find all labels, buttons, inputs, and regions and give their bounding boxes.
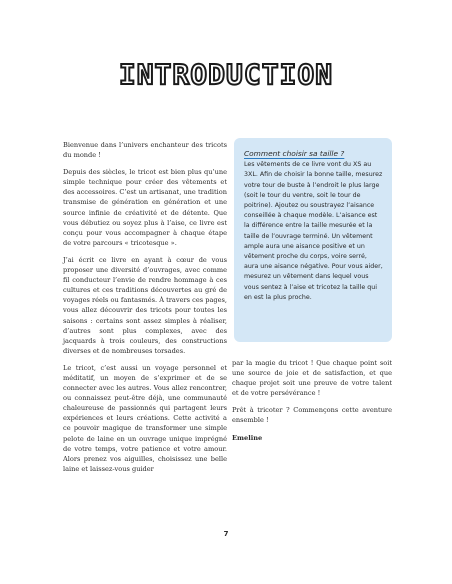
paragraph-magic: par la magie du tricot ! Que chaque point soit une source de joie et de satisfaction, et que chaque projet soit une preuve de votre talent et de votre persévérance !: [232, 359, 392, 398]
author-signature: Emeline: [232, 433, 263, 442]
page-title: INTRODUCTION: [118, 58, 334, 91]
paragraph-ready: Prêt à tricoter ? Commençons cette aventure ensemble !: [232, 406, 392, 425]
page-number: 7: [223, 530, 229, 538]
sidebar-title: Comment choisir sa taille ?: [244, 149, 345, 158]
paragraph-journey: Le tricot, c’est aussi un voyage personnel et méditatif, un moyen de s’exprimer et de se connecter avec les autres. Vous allez rencontrer, ou connaissez peut-être déjà, une communauté chaleureuse de passionnés qui partagent leurs expériences et leurs créations. Cette activité a ce pouvoir magique de transformer une simple pelote de laine en un ouvrage unique imprégné de votre temps, votre patience et votre amour. Alors prenez vos aiguilles, choisissez une belle laine et laissez-vous guider: [63, 363, 227, 473]
size-guide-sidebar: [234, 138, 392, 342]
left-text-column: [63, 140, 227, 481]
paragraph-welcome: Bienvenue dans l’univers enchanteur des tricots du monde !: [63, 141, 227, 160]
sidebar-body: Les vêtements de ce livre vont du XS au 3XL. Afin de choisir la bonne taille, mesurez votre tour de buste à l’endroit le plus large (soit le tour du ventre, soit le tour de poitrine). Ajoutez ou soustrayez l’aisance conseillée à chaque modèle. L’aisance est la différence entre la taille mesurée et la taille de l’ouvrage terminé. Un vêtement ample aura une aisance positive et un vêtement proche du corps, voire serré, aura une aisance négative. Pour vous aider, mesurez un vêtement dans lequel vous vous sentez à l’aise et tricotez la taille qui en est la plus proche.: [244, 161, 383, 301]
right-text-column: [232, 358, 392, 450]
paragraph-book-purpose: J’ai écrit ce livre en ayant à cœur de vous proposer une diversité d’ouvrages, avec comme fil conducteur l’envie de rendre hommage à ces cultures et ces traditions découvertes au gré de voyages réels ou fantasmés. À travers ces pages, vous allez découvrir des tricots pour toutes les saisons : certains sont assez simples à réaliser, d’autres sont plus complexes, avec des jacquards à trois couleurs, des constructions diverses et de nombreuses torsades.: [63, 255, 227, 355]
paragraph-tradition: Depuis des siècles, le tricot est bien plus qu’une simple technique pour créer des vêtements et des accessoires. C’est un artisanat, une tradition transmise de génération en génération et une source infinie de créativité et de détente. Que vous débutiez ou soyez plus à l’aise, ce livre est conçu pour vous accompagner à chaque étape de votre parcours « tricotesque ».: [63, 168, 227, 247]
